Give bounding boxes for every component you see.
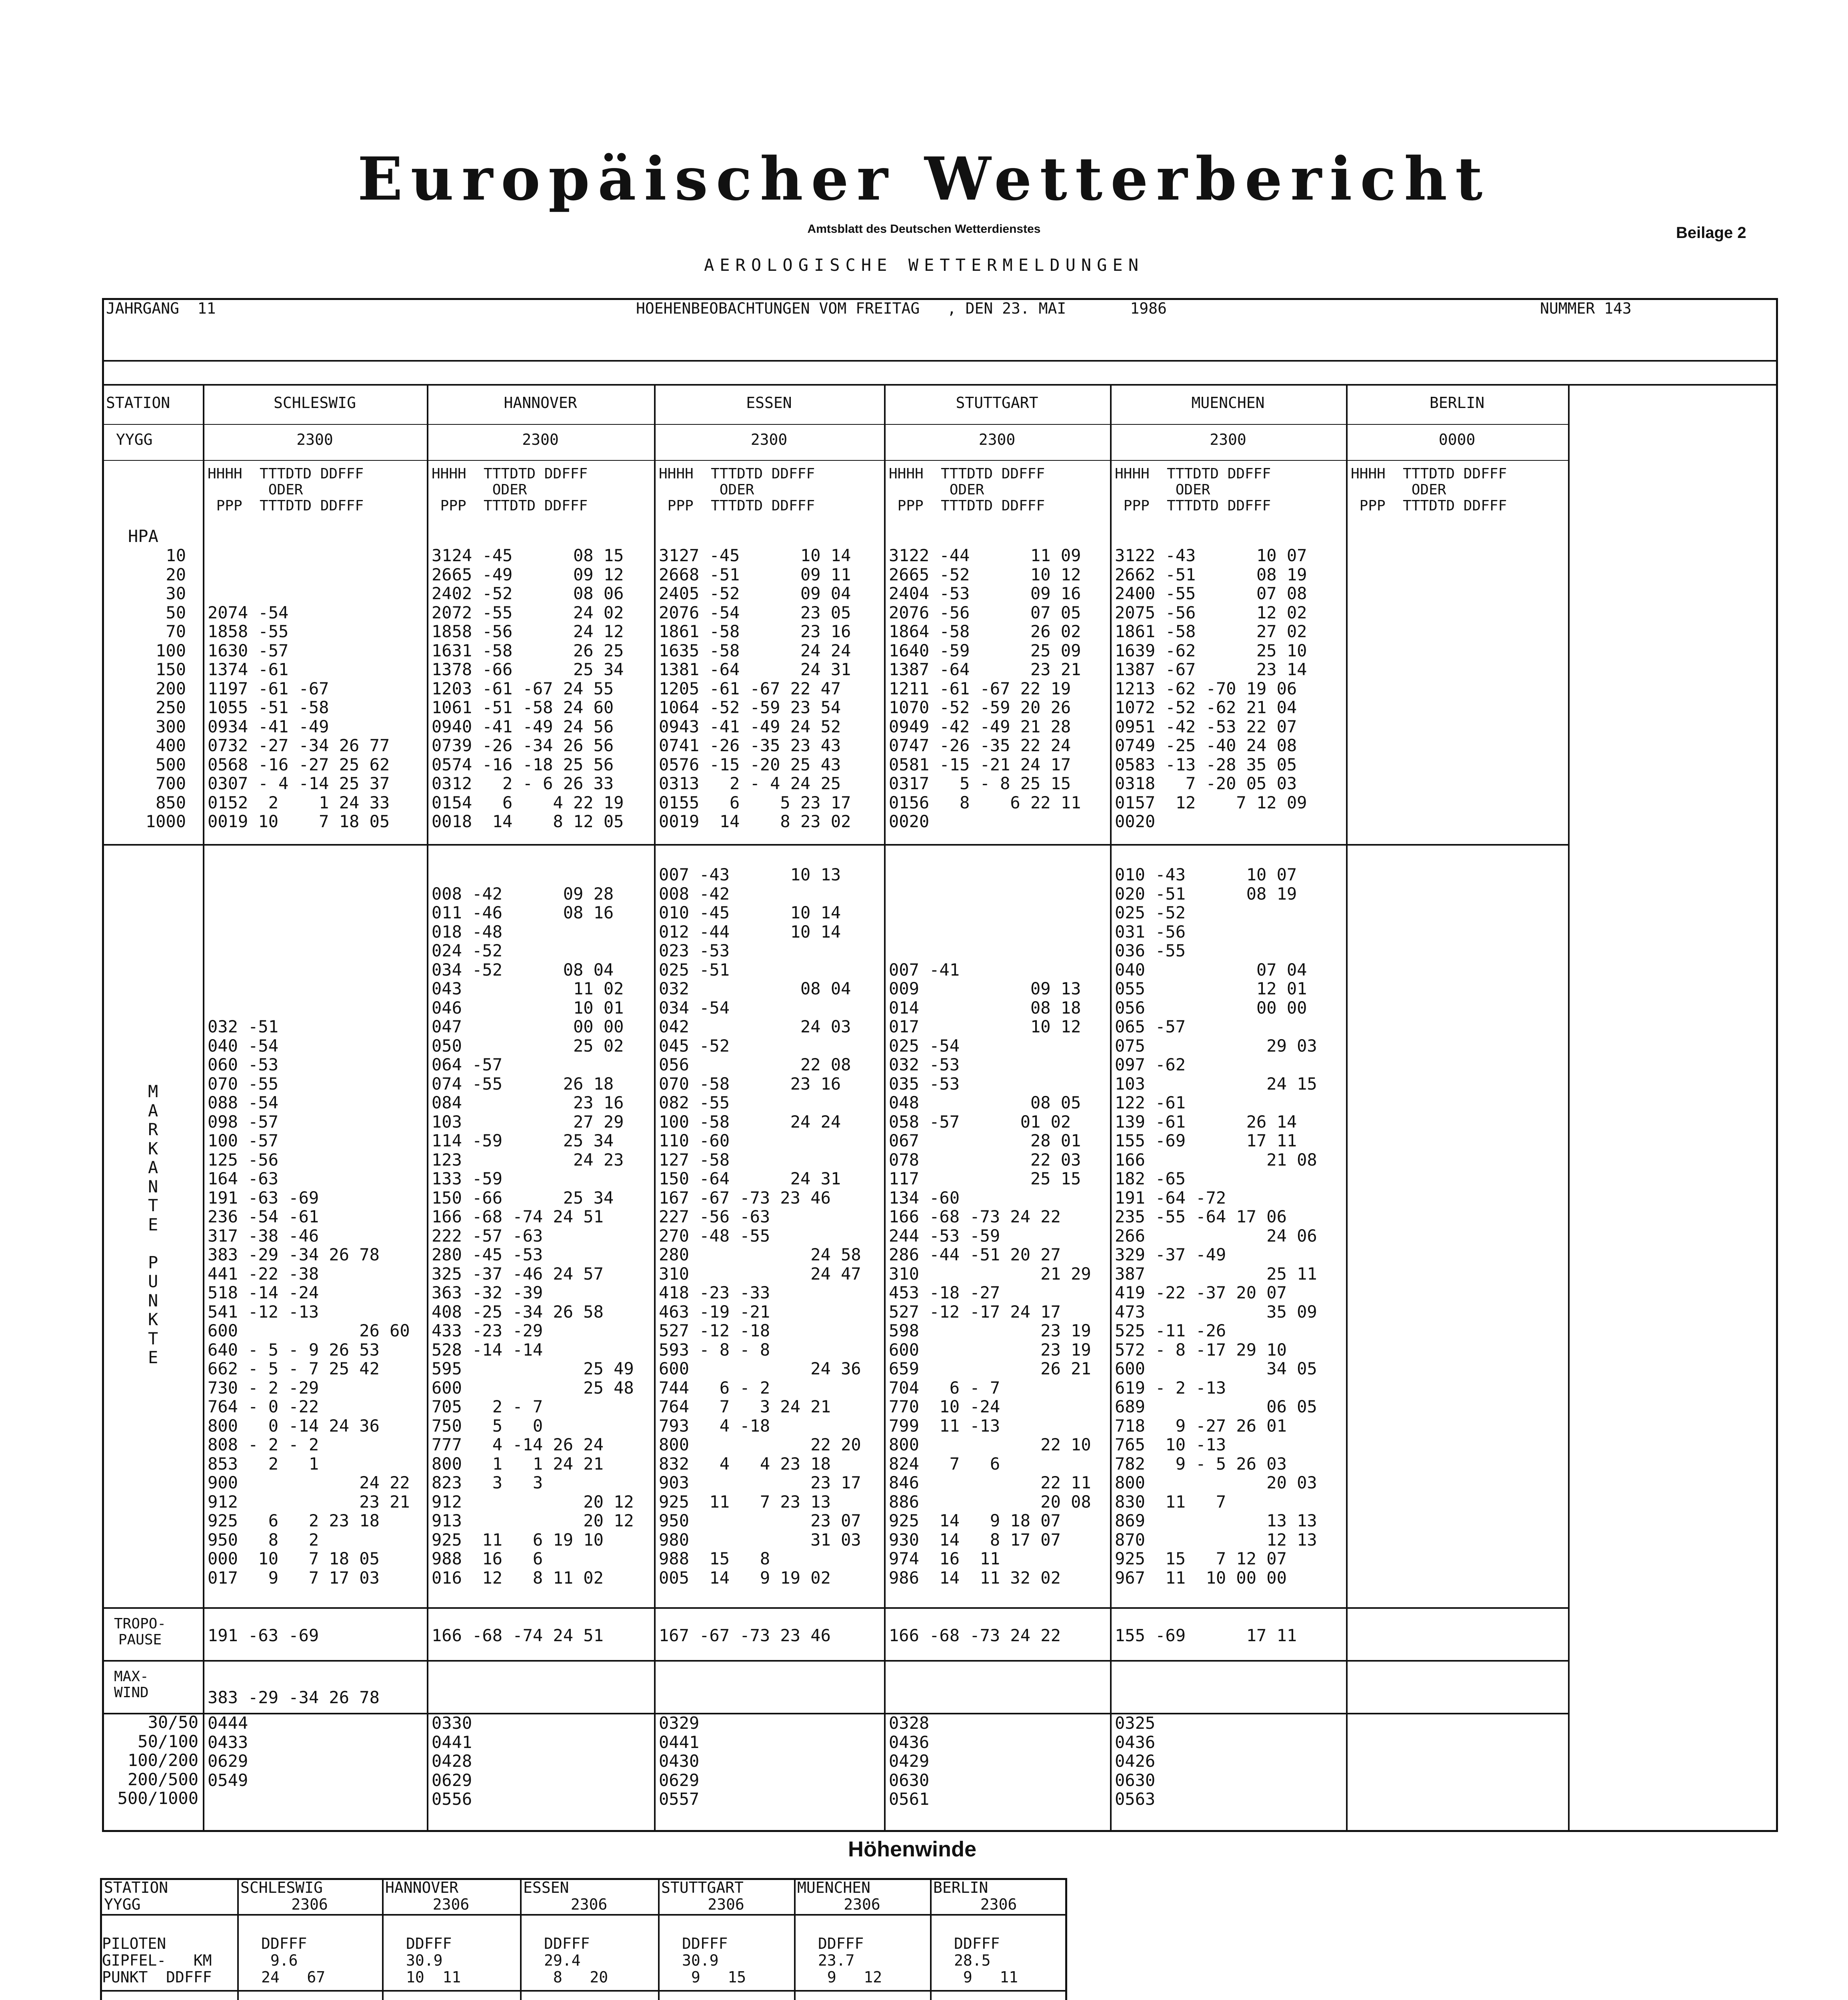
pilot-summit: DDFFF 9.6 24 67: [261, 1935, 326, 1986]
winds-station-name: SCHLESWIG: [240, 1879, 323, 1896]
pressure-level: 30: [166, 584, 186, 603]
layer-values: 0329 0441 0430 0629 0557: [659, 1713, 700, 1809]
issue-number: NUMMER 143: [1540, 300, 1632, 317]
station-yygg: 0000: [1438, 431, 1476, 448]
winds-station-yygg: 2306: [844, 1896, 880, 1913]
side-letter: A: [148, 1100, 158, 1120]
max-wind-value: 383 -29 -34 26 78: [208, 1688, 380, 1707]
side-letter: T: [148, 1196, 158, 1215]
side-letter: M: [148, 1082, 158, 1101]
layer-label: 30/50: [148, 1712, 198, 1732]
pilot-summit: DDFFF 30.9 9 15: [682, 1935, 746, 1986]
pressure-level: 10: [166, 546, 186, 565]
winds-station-name: ESSEN: [523, 1879, 569, 1896]
side-letter: N: [148, 1176, 158, 1196]
winds-station-yygg: 2306: [291, 1896, 328, 1913]
piloten-label: PILOTEN GIPFEL- KM PUNKT DDFFF: [102, 1935, 212, 1986]
side-letter: T: [148, 1328, 158, 1348]
column-head: ODER: [432, 482, 527, 498]
winds-title: Höhenwinde: [848, 1837, 976, 1861]
station-label: STATION: [106, 394, 170, 412]
layer-values: 0444 0433 0629 0549: [208, 1713, 248, 1790]
pressure-level: 50: [166, 602, 186, 622]
station-name: MUENCHEN: [1191, 394, 1265, 412]
significant-points: 007 -43 10 13 008 -42 010 -45 10 14 012 -44 10 14 023 -53 025 -51 032 08 04 034 -54 042 24 03 045 -52 056 22 08 070 -58 23 16 082 -55 100 -58 24 24 110 -60 127 -58 150 -64 24 31 167 -67 -73 23 46 227 -56 -63 270 -48 -55 280 24 58 310 24 47 418 -23 -33 463 -19 -21 527 -12 -18 593 - 8 - 8 600 24 36 744 6 - 2 764 7 3 24 21 793 4 -18 800 22 20 832 4 4 23 18 903 23 17 925 11 7 23 13 950 23 07 980 31 03 988 15 8 005 14 9 19 02: [659, 865, 861, 1588]
tropopause-value: 167 -67 -73 23 46: [659, 1626, 831, 1645]
row-divider: [102, 384, 1778, 386]
pressure-level: 20: [166, 564, 186, 584]
side-letter: K: [148, 1310, 158, 1329]
column-head: ODER: [1351, 482, 1446, 498]
winds-row-divider: [100, 1990, 1067, 1992]
column-head: PPP TTTDTD DDFFF: [659, 498, 815, 514]
side-letter: E: [148, 1348, 158, 1367]
station-yygg: 2300: [750, 431, 788, 448]
row-divider: [102, 1660, 1568, 1662]
winds-station-yygg: 2306: [708, 1896, 744, 1913]
standard-levels: 3122 -43 10 07 2662 -51 08 19 2400 -55 07 08 2075 -56 12 02 1861 -58 27 02 1639 -62 25 10 1387 -67 23 14 1213 -62 -70 19 06 1072 -52 -62 21 04 0951 -42 -53 22 07 0749 -25 -40 24 08 0583 -13 -28 35 05 0318 7 -20 05 03 0157 12 7 12 09 0020: [1115, 546, 1307, 831]
station-name: BERLIN: [1429, 394, 1485, 412]
tropopause-label: TROPO- PAUSE: [114, 1616, 166, 1648]
station-yygg: 2300: [978, 431, 1016, 448]
side-letter: P: [148, 1252, 158, 1272]
pressure-level: 300: [156, 716, 186, 736]
station-yygg: 2300: [522, 431, 559, 448]
max-wind-label: MAX- WIND: [114, 1668, 149, 1701]
row-divider: [102, 460, 1568, 461]
station-name: ESSEN: [746, 394, 792, 412]
pressure-level: 150: [156, 660, 186, 679]
column-head: ODER: [208, 482, 303, 498]
row-divider: [102, 1607, 1568, 1609]
pressure-level: 1000: [145, 812, 186, 831]
main-title: Europäischer Wetterbericht: [357, 144, 1491, 214]
side-letter: U: [148, 1272, 158, 1291]
pressure-level: 850: [156, 792, 186, 812]
column-head: PPP TTTDTD DDFFF: [889, 498, 1045, 514]
winds-station-yygg: 2306: [570, 1896, 608, 1913]
observation-date: HOEHENBEOBACHTUNGEN VOM FREITAG , DEN 23. MAI 1986: [636, 300, 1167, 317]
significant-points: 010 -43 10 07 020 -51 08 19 025 -52 031 -56 036 -55 040 07 04 055 12 01 056 00 00 065 -57 075 29 03 097 -62 103 24 15 122 -61 139 -61 26 14 155 -69 17 11 166 21 08 182 -65 191 -64 -72 235 -55 -64 17 06 266 24 06 329 -37 -49 387 25 11 419 -22 -37 20 07 473 35 09 525 -11 -26 572 - 8 -17 29 10 600 34 05 619 - 2 -13 689 06 05 718 9 -27 26 01 765 10 -13 782 9 - 5 26 03 800 20 03 830 11 7 869 13 13 870 12 13 925 15 7 12 07 967 11 10 00 00: [1115, 865, 1317, 1588]
info-divider: [102, 360, 1778, 362]
layer-label: 500/1000: [117, 1788, 198, 1808]
layer-values: 0328 0436 0429 0630 0561: [889, 1713, 930, 1809]
pilot-summit: DDFFF 28.5 9 11: [954, 1935, 1018, 1986]
column-head: ODER: [889, 482, 984, 498]
column-head: ODER: [659, 482, 754, 498]
pressure-level: 100: [156, 640, 186, 660]
col-divider: [1568, 384, 1570, 1832]
standard-levels: 3127 -45 10 14 2668 -51 09 11 2405 -52 09 04 2076 -54 23 05 1861 -58 23 16 1635 -58 24 24 1381 -64 24 31 1205 -61 -67 22 47 1064 -52 -59 23 54 0943 -41 -49 24 52 0741 -26 -35 23 43 0576 -15 -20 25 43 0313 2 - 4 24 25 0155 6 5 23 17 0019 14 8 23 02: [659, 546, 851, 831]
side-letter: N: [148, 1290, 158, 1310]
supplement-label: Beilage 2: [1676, 224, 1746, 242]
station-name: SCHLESWIG: [274, 394, 356, 412]
hpa-label: HPA: [128, 526, 158, 546]
pressure-level: 70: [166, 622, 186, 641]
column-head: HHHH TTTDTD DDFFF: [889, 466, 1045, 482]
column-head: HHHH TTTDTD DDFFF: [208, 466, 364, 482]
pressure-level: 400: [156, 736, 186, 755]
row-divider: [102, 844, 1568, 846]
pressure-level: 250: [156, 698, 186, 717]
significant-points: 007 -41 009 09 13 014 08 18 017 10 12 025 -54 032 -53 035 -53 048 08 05 058 -57 01 02 067 28 01 078 22 03 117 25 15 134 -60 166 -68 -73 24 22 244 -53 -59 286 -44 -51 20 27 310 21 29 453 -18 -27 527 -12 -17 24 17 598 23 19 600 23 19 659 26 21 704 6 - 7 770 10 -24 799 11 -13 800 22 10 824 7 6 846 22 11 886 20 08 925 14 9 18 07 930 14 8 17 07 974 16 11 986 14 11 32 02: [889, 960, 1091, 1588]
side-letter: E: [148, 1214, 158, 1234]
column-head: HHHH TTTDTD DDFFF: [1351, 466, 1507, 482]
col-divider: [203, 384, 204, 1832]
tropopause-value: 166 -68 -74 24 51: [432, 1626, 604, 1645]
pressure-level: 700: [156, 774, 186, 793]
station-name: HANNOVER: [504, 394, 577, 412]
winds-station-label: STATION YYGG: [104, 1879, 168, 1913]
col-divider: [1346, 384, 1348, 1832]
column-head: HHHH TTTDTD DDFFF: [1115, 466, 1271, 482]
winds-station-yygg: 2306: [432, 1896, 470, 1913]
yygg-label: YYGG: [116, 431, 153, 448]
station-name: STUTTGART: [956, 394, 1038, 412]
subtitle: Amtsblatt des Deutschen Wetterdienstes: [807, 222, 1041, 236]
layer-label: 200/500: [127, 1769, 198, 1789]
tropopause-value: 155 -69 17 11: [1115, 1626, 1297, 1645]
layer-values: 0325 0436 0426 0630 0563: [1115, 1713, 1156, 1809]
side-letter: K: [148, 1138, 158, 1158]
standard-levels: 2074 -54 1858 -55 1630 -57 1374 -61 1197 -61 -67 1055 -51 -58 0934 -41 -49 0732 -27 -34 26 77 0568 -16 -27 25 62 0307 - 4 -14 25 37 0152 2 1 24 33 0019 10 7 18 05: [208, 602, 390, 831]
winds-station-name: MUENCHEN: [797, 1879, 871, 1896]
pilot-summit: DDFFF 30.9 10 11: [406, 1935, 461, 1986]
pilot-summit: DDFFF 29.4 8 20: [544, 1935, 608, 1986]
column-head: HHHH TTTDTD DDFFF: [659, 466, 815, 482]
column-head: PPP TTTDTD DDFFF: [1115, 498, 1271, 514]
pressure-level: 200: [156, 678, 186, 698]
row-divider: [102, 424, 1568, 425]
winds-station-name: HANNOVER: [385, 1879, 459, 1896]
col-divider: [884, 384, 886, 1832]
pressure-level: 500: [156, 754, 186, 774]
winds-station-name: STUTTGART: [661, 1879, 744, 1896]
standard-levels: 3122 -44 11 09 2665 -52 10 12 2404 -53 09 16 2076 -56 07 05 1864 -58 26 02 1640 -59 25 09 1387 -64 23 21 1211 -61 -67 22 19 1070 -52 -59 20 26 0949 -42 -49 21 28 0747 -26 -35 22 24 0581 -15 -21 24 17 0317 5 - 8 25 15 0156 8 6 22 11 0020: [889, 546, 1081, 831]
standard-levels: 3124 -45 08 15 2665 -49 09 12 2402 -52 08 06 2072 -55 24 02 1858 -56 24 12 1631 -58 26 25 1378 -66 25 34 1203 -61 -67 24 55 1061 -51 -58 24 60 0940 -41 -49 24 56 0739 -26 -34 26 56 0574 -16 -18 25 56 0312 2 - 6 26 33 0154 6 4 22 19 0018 14 8 12 05: [432, 546, 624, 831]
column-head: PPP TTTDTD DDFFF: [1351, 498, 1507, 514]
layer-label: 50/100: [138, 1731, 198, 1751]
column-head: PPP TTTDTD DDFFF: [208, 498, 364, 514]
significant-points: 008 -42 09 28 011 -46 08 16 018 -48 024 -52 034 -52 08 04 043 11 02 046 10 01 047 00 00 050 25 02 064 -57 074 -55 26 18 084 23 16 103 27 29 114 -59 25 34 123 24 23 133 -59 150 -66 25 34 166 -68 -74 24 51 222 -57 -63 280 -45 -53 325 -37 -46 24 57 363 -32 -39 408 -25 -34 26 58 433 -23 -29 528 -14 -14 595 25 49 600 25 48 705 2 - 7 750 5 0 777 4 -14 26 24 800 1 1 24 21 823 3 3 912 20 12 913 20 12 925 11 6 19 10 988 16 6 016 12 8 11 02: [432, 884, 634, 1588]
col-divider: [427, 384, 428, 1832]
column-head: ODER: [1115, 482, 1210, 498]
station-yygg: 2300: [296, 431, 333, 448]
tropopause-value: 191 -63 -69: [208, 1626, 319, 1645]
winds-station-yygg: 2306: [980, 1896, 1017, 1913]
winds-station-name: BERLIN: [933, 1879, 988, 1896]
side-letter: R: [148, 1120, 158, 1139]
layer-values: 0330 0441 0428 0629 0556: [432, 1713, 472, 1809]
winds-row-divider: [100, 1914, 1067, 1916]
section-title: AEROLOGISCHE WETTERMELDUNGEN: [704, 255, 1144, 275]
side-letter: A: [148, 1158, 158, 1177]
row-divider: [102, 1713, 1568, 1714]
layer-label: 100/200: [127, 1750, 198, 1770]
station-yygg: 2300: [1210, 431, 1246, 448]
tropopause-value: 166 -68 -73 24 22: [889, 1626, 1061, 1645]
column-head: PPP TTTDTD DDFFF: [432, 498, 588, 514]
col-divider: [654, 384, 656, 1832]
col-divider: [1110, 384, 1112, 1832]
column-head: HHHH TTTDTD DDFFF: [432, 466, 588, 482]
significant-points: 032 -51 040 -54 060 -53 070 -55 088 -54 098 -57 100 -57 125 -56 164 -63 191 -63 -69 236 -54 -61 317 -38 -46 383 -29 -34 26 78 441 -22 -38 518 -14 -24 541 -12 -13 600 26 60 640 - 5 - 9 26 53 662 - 5 - 7 25 42 730 - 2 -29 764 - 0 -22 800 0 -14 24 36 808 - 2 - 2 853 2 1 900 24 22 912 23 21 925 6 2 23 18 950 8 2 000 10 7 18 05 017 9 7 17 03: [208, 1017, 410, 1588]
year-label: JAHRGANG 11: [106, 300, 216, 317]
pilot-summit: DDFFF 23.7 9 12: [818, 1935, 882, 1986]
